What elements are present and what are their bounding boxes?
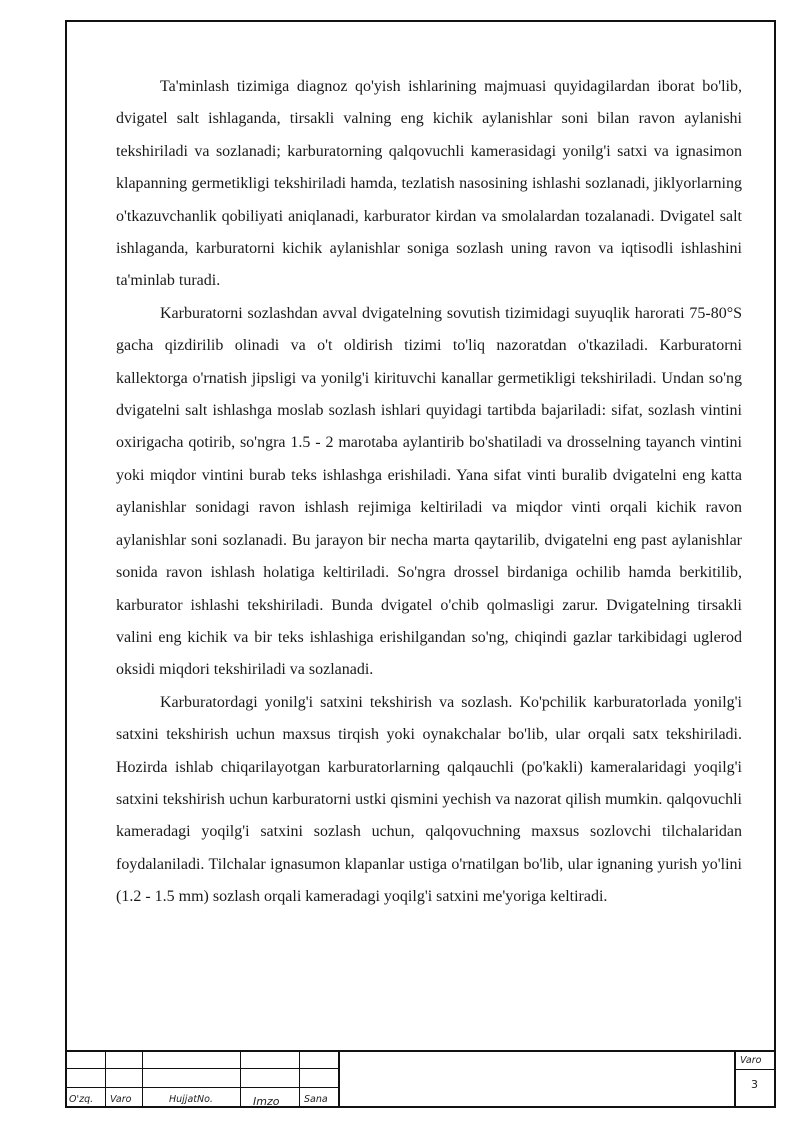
page-number: 3 [751, 1078, 758, 1091]
sheet-column-label: Varo [110, 1094, 132, 1105]
paragraph-3: Karburatordagi yonilg'i satxini tekshirish va sozlash. Ko'pchilik karburatorlada yonilg'i satxini tekshirish uchun maxsus tirqish yoki oynakchalar bo'lib, ular orqali satx tekshiriladi. Hozirda ishlab chiqarilayotgan karburatorlarning qalqauchli (po'kakli) kameralaridagi yoqilg'i satxini tekshirish uchun karburatorni ustki qismini yechish va nazorat qilish mumkin. qalqovuchli kameradagi yoqilg'i satxini sozlash uchun, qalqovuchning maxsus sozlovchi tilchalaridan foydalaniladi. Tilchalar ignasumon klapanlar ustiga o'rnatilgan bo'lib, ular ignaning yurish yo'lini (1.2 - 1.5 mm) sozlash orqali kameradagi yoqilg'i satxini me'yoriga keltiradi. [116, 693, 742, 906]
signature-column-label: Imzo [253, 1095, 280, 1108]
paragraph-1: Ta'minlash tizimiga diagnoz qo'yish ishlarining majmuasi quyidagilardan iborat bo'lib, dvigatel salt ishlaganda, tirsakli valning eng kichik aylanishlar soni bilan ravon aylanishi tekshiriladi va sozlanadi; karburatorning qalqovuchli kamerasidagi yonilg'i satxi va ignasimon klapanning germetikligi tekshiriladi hamda, tezlatish nasosining ishlashi sozlanadi, jiklyorlarning o'tkazuvchanlik qobiliyati aniqlanadi, karburator kirdan va smolalardan tozalanadi. Dvigatel salt ishlaganda, karburatorni kichik aylanishlar soniga sozlash uning ravon va iqtisodli ishlashini ta'minlab turadi. [116, 78, 742, 290]
date-column-label: Sana [304, 1094, 328, 1105]
changes-column-label: O'zq. [69, 1094, 94, 1105]
paragraph-2: Karburatorni sozlashdan avval dvigatelning sovutish tizimidagi suyuqlik harorati 75-80°S gacha qizdirilib olinadi va o't oldirish tizimi to'liq nazoratdan o'tkaziladi. Karburatorni kallektorga o'rnatish jipsligi va yonilg'i kirituvchi kanallar germetikligi tekshiriladi. Undan so'ng dvigatelni salt ishlashga moslab sozlash ishlari quyidagi tartibda bajariladi: sifat, sozlash vintini oxirigacha qotirib, so'ngra 1.5 - 2 marotaba aylantirib bo'shatiladi va drosselning tayanch vintini yoki miqdor vintini burab teks ishlashga erishiladi. Yana sifat vinti buralib dvigatelni eng katta aylanishlar sonidagi ravon ishlash rejimiga keltiriladi va miqdor vinti orqali kichik ravon aylanishlar soni sozlanadi. Bu jarayon bir necha marta qaytarilib, dvigatelni eng past aylanishlar sonida ravon ishlash holatiga keltiriladi. So'ngra drossel birdaniga ochilib hamda berkitilib, karburator ishlashi tekshiriladi. Bunda dvigatel o'chib qolmasligi zarur. Dvigatelning tirsakli valini eng kichik va bir teks ishlashiga erishilgandan so'ng, chiqindi gazlar tarkibidagi uglerod oksidi miqdori tekshiriladi va sozlanadi. [116, 304, 742, 679]
sheet-label: Varo [740, 1055, 762, 1066]
document-number-column-label: HujjatNo. [169, 1094, 213, 1105]
document-body [116, 71, 742, 914]
title-block [65, 1050, 776, 1108]
